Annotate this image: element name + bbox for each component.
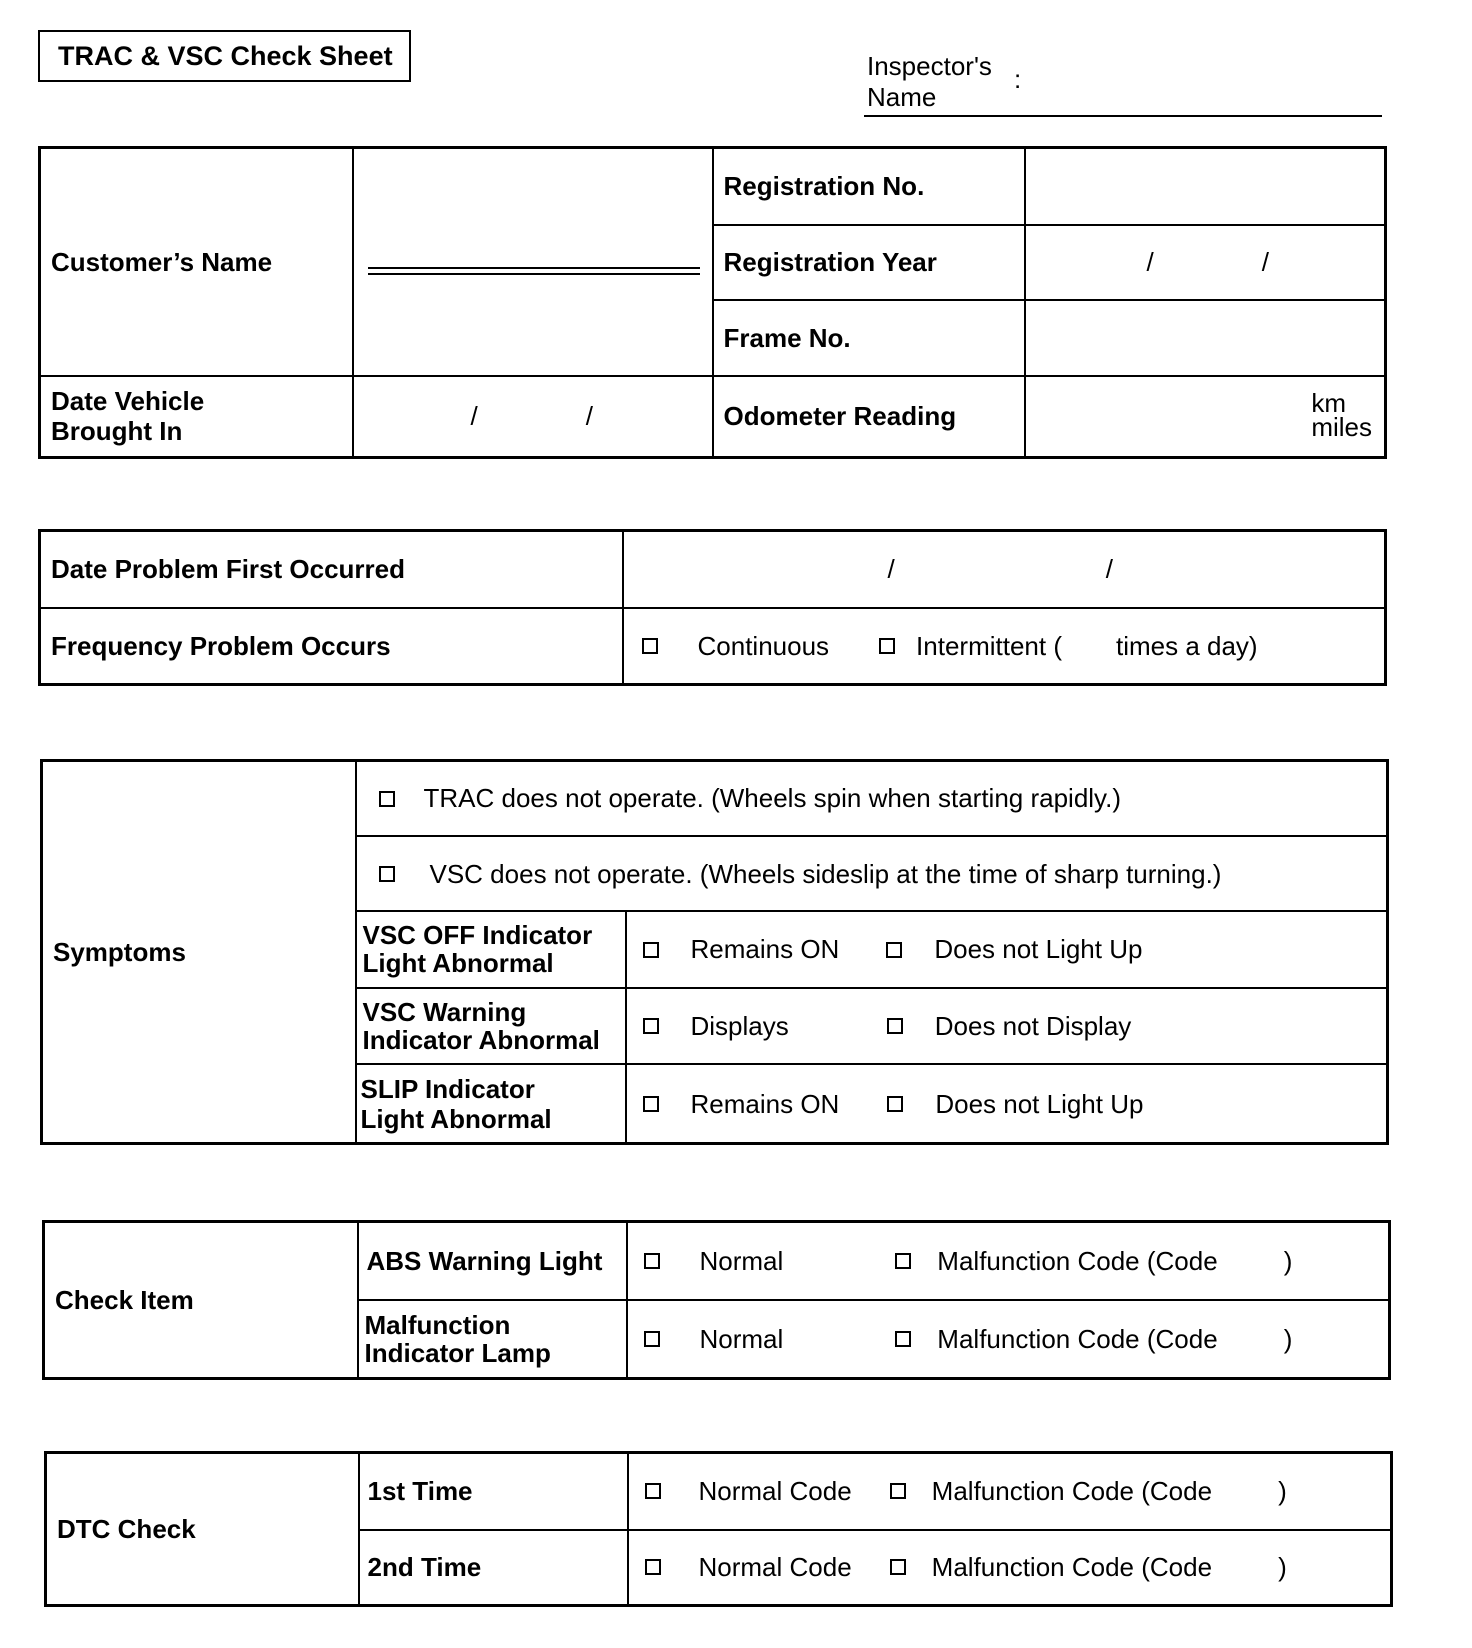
normal-code-option: Normal Code xyxy=(698,1552,852,1583)
date-brought-in-label: Date Vehicle Brought In xyxy=(40,376,353,458)
does-not-light-up-checkbox[interactable] xyxy=(887,1096,903,1112)
does-not-display-checkbox[interactable] xyxy=(887,1018,903,1034)
continuous-option: Continuous xyxy=(697,630,830,661)
malfunction-code-checkbox[interactable] xyxy=(890,1559,906,1575)
date-first-occurred-label: Date Problem First Occurred xyxy=(40,531,623,608)
trac-symptom-checkbox[interactable] xyxy=(379,791,395,807)
normal-checkbox[interactable] xyxy=(644,1253,660,1269)
date-separator: / xyxy=(1261,247,1269,277)
vsc-symptom-text: VSC does not operate. (Wheels sideslip at the time of sharp turning.) xyxy=(429,858,1222,889)
registration-year-field[interactable] xyxy=(1025,225,1386,300)
displays-option: Displays xyxy=(690,1010,789,1041)
symptoms-label: Symptoms xyxy=(42,761,356,1144)
does-not-light-up-option: Does not Light Up xyxy=(935,1088,1144,1119)
date-first-occurred-field[interactable] xyxy=(623,531,1386,608)
intermittent-checkbox[interactable] xyxy=(879,638,895,654)
date-separator: / xyxy=(470,401,478,432)
malfunction-indicator-lamp-label: Malfunction Indicator Lamp xyxy=(358,1300,627,1379)
inspector-name-field[interactable] xyxy=(864,115,1382,117)
malfunction-code-checkbox[interactable] xyxy=(895,1331,911,1347)
check-item-table xyxy=(42,1220,1391,1380)
customer-name-double-line xyxy=(368,267,700,275)
frequency-label: Frequency Problem Occurs xyxy=(40,608,623,685)
normal-code-checkbox[interactable] xyxy=(645,1483,661,1499)
first-time-label: 1st Time xyxy=(359,1453,628,1530)
registration-year-label: Registration Year xyxy=(713,225,1025,300)
abs-warning-light-options xyxy=(627,1222,1390,1300)
normal-checkbox[interactable] xyxy=(644,1331,660,1347)
normal-option: Normal xyxy=(699,1323,784,1354)
close-paren: ) xyxy=(1278,1476,1287,1507)
vsc-symptom-checkbox[interactable] xyxy=(379,866,395,882)
inspector-colon: : xyxy=(1014,64,1022,94)
malfunction-code-option: Malfunction Code (Code xyxy=(937,1323,1218,1354)
odometer-field[interactable] xyxy=(1025,376,1386,458)
remains-on-checkbox[interactable] xyxy=(643,942,659,958)
second-time-label: 2nd Time xyxy=(359,1530,628,1606)
vsc-off-indicator-label: VSC OFF Indicator Light Abnormal xyxy=(356,911,626,987)
does-not-display-option: Does not Display xyxy=(934,1010,1132,1041)
normal-option: Normal xyxy=(699,1245,784,1276)
close-paren: ) xyxy=(1283,1323,1293,1354)
remains-on-option: Remains ON xyxy=(690,1088,840,1119)
registration-no-field[interactable] xyxy=(1025,148,1386,225)
vsc-off-indicator-options xyxy=(626,911,1388,987)
registration-no-label: Registration No. xyxy=(713,148,1025,225)
remains-on-option: Remains ON xyxy=(690,934,840,965)
normal-code-option: Normal Code xyxy=(698,1476,852,1507)
intermittent-option: Intermittent ( xyxy=(916,630,1062,661)
date-separator: / xyxy=(1105,554,1113,585)
date-separator: / xyxy=(887,554,895,585)
vehicle-info-table xyxy=(38,146,1387,459)
abs-warning-light-label: ABS Warning Light xyxy=(358,1222,627,1300)
odometer-label: Odometer Reading xyxy=(713,376,1025,458)
malfunction-indicator-lamp-options xyxy=(627,1300,1390,1379)
trac-symptom-text: TRAC does not operate. (Wheels spin when starting rapidly.) xyxy=(423,783,1122,814)
close-paren: ) xyxy=(1278,1552,1287,1583)
times-a-day-label: times a day) xyxy=(1115,630,1258,661)
close-paren: ) xyxy=(1283,1245,1293,1276)
frame-no-field[interactable] xyxy=(1025,300,1386,376)
date-brought-in-field[interactable] xyxy=(353,376,713,458)
frame-no-label: Frame No. xyxy=(713,300,1025,376)
vsc-warning-indicator-options xyxy=(626,988,1388,1064)
date-separator: / xyxy=(585,401,593,432)
malfunction-code-checkbox[interactable] xyxy=(895,1253,911,1269)
malfunction-code-option: Malfunction Code (Code xyxy=(931,1476,1213,1507)
normal-code-checkbox[interactable] xyxy=(645,1559,661,1575)
problem-occurrence-table xyxy=(38,529,1387,686)
customer-name-label: Customer’s Name xyxy=(40,148,353,376)
customer-name-field[interactable] xyxy=(353,148,713,376)
does-not-light-up-option: Does not Light Up xyxy=(934,934,1143,965)
remains-on-checkbox[interactable] xyxy=(643,1096,659,1112)
malfunction-code-option: Malfunction Code (Code xyxy=(931,1552,1213,1583)
malfunction-code-option: Malfunction Code (Code xyxy=(937,1245,1218,1276)
does-not-light-up-checkbox[interactable] xyxy=(886,942,902,958)
slip-indicator-options xyxy=(626,1064,1388,1143)
continuous-checkbox[interactable] xyxy=(642,638,658,654)
frequency-options xyxy=(623,608,1386,685)
second-time-options xyxy=(628,1530,1392,1606)
check-item-label: Check Item xyxy=(44,1222,358,1379)
first-time-options xyxy=(628,1453,1392,1530)
sheet-title: TRAC & VSC Check Sheet xyxy=(38,30,411,82)
symptoms-table xyxy=(40,759,1389,1145)
slip-indicator-label: SLIP Indicator Light Abnormal xyxy=(356,1064,626,1143)
unit-km: km xyxy=(1311,388,1346,419)
malfunction-code-checkbox[interactable] xyxy=(890,1483,906,1499)
dtc-check-table xyxy=(44,1451,1393,1607)
vsc-warning-indicator-label: VSC Warning Indicator Abnormal xyxy=(356,988,626,1064)
trac-symptom-row xyxy=(356,761,1388,836)
vsc-symptom-row xyxy=(356,836,1388,911)
displays-checkbox[interactable] xyxy=(643,1018,659,1034)
inspector-name-label: Inspector's Name xyxy=(867,51,992,112)
dtc-check-label: DTC Check xyxy=(46,1453,359,1606)
unit-miles: miles xyxy=(1311,412,1372,443)
date-separator: / xyxy=(1146,247,1154,277)
